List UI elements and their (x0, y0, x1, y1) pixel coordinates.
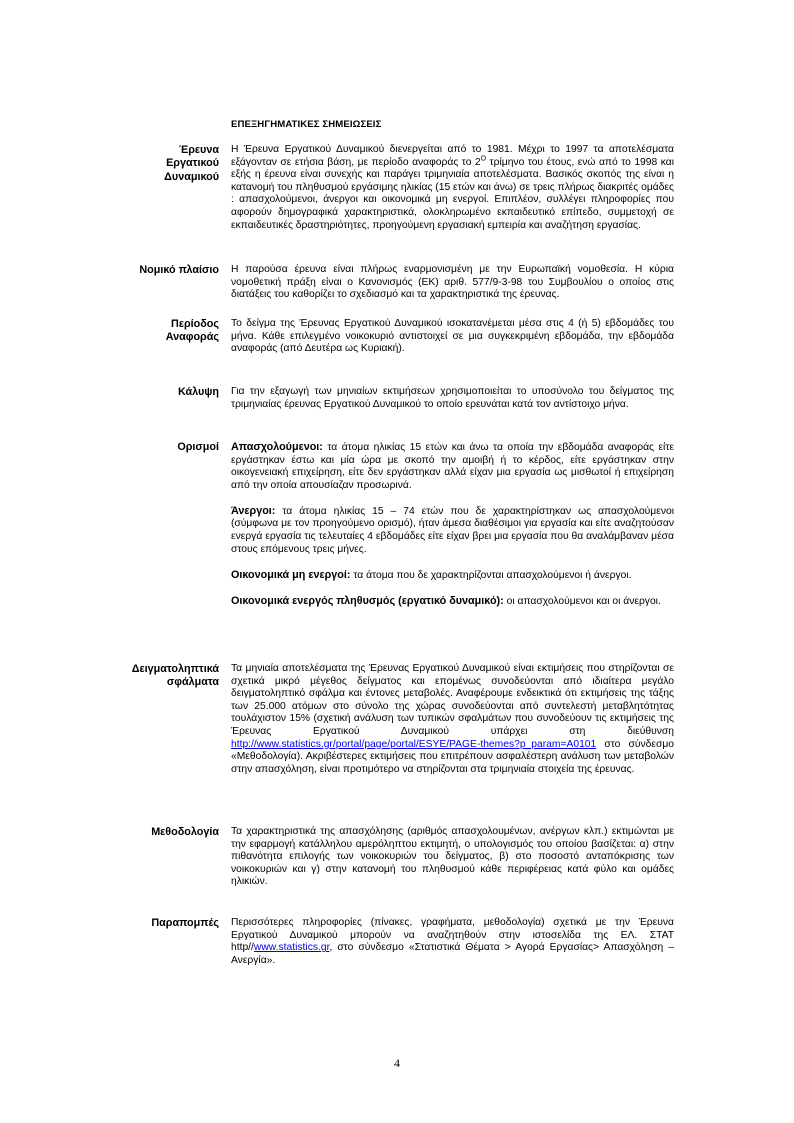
section-label-survey (109, 144, 219, 184)
text-part: στο σύνδεσμο «Μεθοδολογία). Ακριβέστερες εκτιμήσεις που επιτρέπουν ασφαλέστερη ανάλυση των μεταβολών στην απασχόληση, είναι προτιμότερο να στηρίζονται στα τριμηνιαία στοιχεία της έρευνας. (231, 738, 674, 775)
label-line: Αναφοράς (165, 331, 219, 344)
label-line: Περίοδος (171, 318, 219, 330)
methodology-link[interactable]: http://www.statistics.gr/portal/page/portal/ESYE/PAGE-themes?p_param=A0101 (231, 738, 597, 750)
definition-labour-force (231, 595, 674, 609)
section-label-methodology: Μεθοδολογία (151, 826, 219, 838)
text-part: , στο σύνδεσμο «Στατιστικά Θέματα > Αγορά Εργασίας> Απασχόληση – Ανεργία». (231, 942, 674, 966)
text-part: τρίμηνο του έτους, ενώ από το 1998 και εξής η έρευνα είναι συνεχής και παράγει τριμηνιαία αποτελέσματα. Βασικός σκοπός της είναι η κατανομή του πληθυσμού εργάσιμης ηλικίας (15 ετών και άνω) σε τρεις πλήρως διακριτές ομάδες : απασχολούμενοι, άνεργοι και οικονομικά μη ενεργοί. Επιπλέον, συλλέγει πληροφορίες που αφορούν δημογραφικά χαρακτηριστικά, ολοκληρωμένο εκπαιδευτικό επίπεδο, συμμετοχή σε εκπαιδευτικές δραστηριότητες, προηγούμενη εργασιακή εμπειρία και αναζήτηση εργασίας. (231, 156, 674, 231)
definition-term: Οικονομικά ενεργός πληθυσμός (εργατικό δυναμικό): (231, 594, 504, 607)
section-text-period: Το δείγμα της Έρευνας Εργατικού Δυναμικού ισοκατανέμεται μέσα στις 4 (ή 5) εβδομάδες του μήνα. Κάθε επιλεγμένο νοικοκυριό αντιστοιχεί σε μια συγκεκριμένη εβδομάδα, την εβδομάδα αναφοράς (από Δευτέρα ως Κυριακή). (231, 318, 674, 355)
section-text-coverage: Για την εξαγωγή των μηνιαίων εκτιμήσεων χρησιμοποιείται το υποσύνολο του δείγματος της τριμηνιαίας έρευνας Εργατικού Δυναμικού το οποίο ερευνάται κατά τον αντίστοιχο μήνα. (231, 386, 674, 410)
definition-inactive (231, 569, 674, 583)
definition-text: τα άτομα ηλικίας 15 ετών και άνω τα οποία την εβδομάδα αναφοράς είτε εργάστηκαν έστω και μία ώρα με σκοπό την αμοιβή ή το κέρδος, είτε εργάστηκαν στην οικογενειακή επιχείρηση, είτε δεν εργάστηκαν αλλά είχαν μια εργασία ως μισθωτοί ή επιχείρηση από την οποία απουσίαζαν προσωρινά. (231, 442, 674, 491)
label-line: Έρευνα (179, 144, 219, 156)
statistics-site-link[interactable]: www.statistics.gr (253, 942, 330, 954)
definition-term: Οικονομικά μη ενεργοί: (231, 568, 351, 581)
section-text-legal: Η παρούσα έρευνα είναι πλήρως εναρμονισμένη με την Ευρωπαϊκή νομοθεσία. Η κύρια νομοθετική πράξη είναι ο Κανονισμός (ΕΚ) αριθ. 577/9-3-98 του Συμβουλίου ο οποίος στις διατάξεις του καθορίζει το σχεδιασμό και τα χαρακτηριστικά της έρευνας. (231, 264, 674, 301)
definition-employed (231, 441, 674, 492)
definition-term: Άνεργοι: (231, 504, 276, 517)
page-title: ΕΠΕΞΗΓΗΜΑΤΙΚΕΣ ΣΗΜΕΙΩΣΕΙΣ (231, 119, 382, 130)
section-label-coverage: Κάλυψη (177, 386, 219, 398)
section-label-sampling (109, 663, 219, 690)
section-label-references: Παραπομπές (151, 917, 219, 929)
definition-term: Απασχολούμενοι: (231, 441, 323, 453)
definition-text: τα άτομα που δε χαρακτηρίζονται απασχολούμενοι ή άνεργοι. (350, 569, 632, 581)
section-text-references (231, 917, 674, 967)
definition-text: οι απασχολούμενοι και οι άνεργοι. (503, 595, 661, 607)
section-label-legal: Νομικό πλαίσιο (139, 264, 219, 276)
label-line: Δυναμικού (164, 170, 219, 183)
page-number: 4 (394, 1056, 400, 1070)
section-label-definitions: Ορισμοί (177, 441, 219, 453)
section-text-definitions (231, 441, 674, 608)
label-line: σφάλματα (166, 676, 219, 689)
text-part: Η Έρευνα Εργατικού Δυναμικού διενεργείται από το 1981. Μέχρι το 1997 τα αποτελέσματα εξάγονταν σε ετήσια βάση, με περίοδο αναφοράς το 2 (231, 144, 674, 168)
label-line: Δειγματοληπτικά (131, 663, 219, 675)
text-part: Περισσότερες πληροφορίες (πίνακες, γραφήματα, μεθοδολογία) σχετικά με την Έρευνα Εργατικού Δυναμικού μπορούν να αναζητηθούν στην ιστοσελίδα της ΕΛ. ΣΤΑΤ http// (231, 917, 674, 954)
section-text-methodology: Τα χαρακτηριστικά της απασχόλησης (αριθμός απασχολουμένων, ανέργων κλπ.) εκτιμώνται με την εφαρμογή κατάλληλου αμερόληπτου εκτιμητή, ο υπολογισμός του οποίου βασίζεται: α) στην πιθανότητα επιλογής των νοικοκυριών του δείγματος, β) στο ποσοστό ανταπόκρισης των νοικοκυριών και γ) στην κατανομή του πληθυσμού κάθε περιφέρειας κατά φύλο και ομάδες ηλικιών. (231, 826, 674, 888)
text-part: Τα μηνιαία αποτελέσματα της Έρευνας Εργατικού Δυναμικού είναι εκτιμήσεις που στηρίζονται σε σχετικά μικρό μέγεθος δείγματος και επομένως συνοδεύονται από ιδιαίτερα μεγάλο δειγματοληπτικό σφάλμα και έντονες μεταβολές. Αναφέρουμε ενδεικτικά ότι εκτιμήσεις της τάξης των 25.000 ατόμων στο σύνολο της χώρας συνοδεύονται από συντελεστή μεταβλητότητας τουλάχιστον 15% (σχετική ανάλυση των τυπικών σφαλμάτων που συνοδεύουν τις εκτιμήσεις της Έρευνας Εργατικού Δυναμικού υπάρχει στη διεύθυνση (231, 663, 674, 737)
section-text-sampling (231, 663, 674, 776)
definition-text: τα άτομα ηλικίας 15 – 74 ετών που δε χαρακτηρίστηκαν ως απασχολούμενοι (σύμφωνα με τον προηγούμενο ορισμό), ήταν άμεσα διαθέσιμοι για εργασία και είτε αναζητούσαν ενεργά εργασία τις τελευταίες 4 εβδομάδες είτε είχαν βρει μια εργασία που θα αναλάμβαναν μέσα στους επόμενους τρεις μήνες. (231, 505, 674, 555)
section-label-period (109, 318, 219, 345)
section-text-survey (231, 144, 674, 232)
superscript: Ο (480, 155, 487, 163)
label-line: Εργατικού (166, 157, 219, 170)
definition-unemployed (231, 505, 674, 556)
